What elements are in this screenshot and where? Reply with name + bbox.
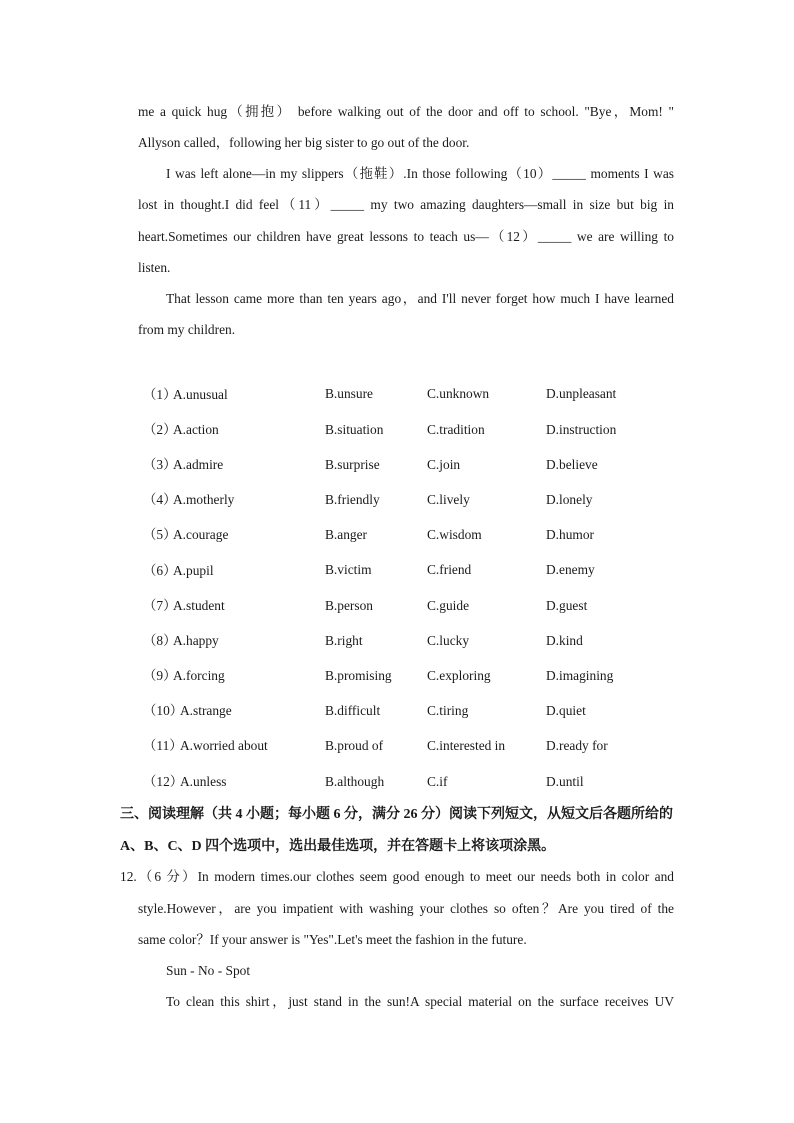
option-d: D.ready for [546,738,608,753]
option-b: B.situation [325,422,384,437]
option-c: C.exploring [427,668,491,683]
option-c: C.friend [427,562,472,577]
option-b: B.victim [325,562,372,577]
option-c: C.lively [427,492,470,507]
passage-line: heart.Sometimes our children have great lessons to teach us—（12）_____ we are willing to [138,229,674,244]
option-c: C.interested in [427,738,506,753]
option-d: D.guest [546,598,588,613]
section-heading: A、B、C、D 四个选项中，选出最佳选项，并在答题卡上将该项涂黑。 [120,839,556,854]
question-number: （1） [143,387,177,402]
passage-line: I was left alone—in my slippers（拖鞋）.In those following（10）_____ moments I was [166,166,674,181]
question-number: （4） [143,492,177,507]
passage-line: me a quick hug（拥抱） before walking out of the door and off to school. "Bye，Mom! " [138,104,674,119]
question-number: （2） [143,422,177,437]
option-b: B.surprise [325,457,380,472]
question-number: （9） [143,668,177,683]
option-c: C.unknown [427,386,490,401]
option-d: D.instruction [546,422,617,437]
question-number: （7） [143,598,177,613]
question-12-text: 12.（6 分）In modern times.our clothes seem good enough to meet our needs both in color and [120,869,674,884]
option-c: C.tradition [427,422,485,437]
option-a: A.pupil [173,563,214,578]
option-d: D.lonely [546,492,593,507]
option-c: C.tiring [427,703,469,718]
option-b: B.friendly [325,492,380,507]
option-c: C.guide [427,598,470,613]
option-c: C.join [427,457,461,472]
option-d: D.unpleasant [546,386,617,401]
question-number: （11） [143,738,183,753]
question-12-text: same color？If your answer is "Yes".Let's meet the fashion in the future. [138,932,527,947]
option-a: A.action [173,422,219,437]
option-b: B.promising [325,668,392,683]
option-a: A.courage [173,527,229,542]
passage-line: lost in thought.I did feel（11）_____ my two amazing daughters—small in size but big in [138,197,674,212]
question-number: （10） [143,703,184,718]
passage-line: That lesson came more than ten years ago，and I'll never forget how much I have learned [166,291,674,306]
option-a: A.unusual [173,387,228,402]
question-12-text: To clean this shirt，just stand in the sun!A special material on the surface receives UV [166,994,674,1009]
option-d: D.kind [546,633,583,648]
option-d: D.quiet [546,703,586,718]
option-b: B.unsure [325,386,373,401]
question-number: （3） [143,457,177,472]
option-c: C.if [427,774,448,789]
option-d: D.until [546,774,584,789]
question-number: （6） [143,563,177,578]
option-a: A.happy [173,633,219,648]
question-number: （8） [143,633,177,648]
option-a: A.motherly [173,492,235,507]
option-d: D.enemy [546,562,595,577]
section-heading: 三、阅读理解（共 4 小题；每小题 6 分，满分 26 分）阅读下列短文，从短文后各题所给的 [120,807,673,822]
option-a: A.admire [173,457,224,472]
option-a: A.student [173,598,225,613]
option-b: B.person [325,598,373,613]
option-d: D.believe [546,457,598,472]
option-b: B.right [325,633,363,648]
option-c: C.lucky [427,633,470,648]
option-b: B.anger [325,527,368,542]
option-a: A.worried about [180,738,268,753]
option-a: A.strange [180,703,232,718]
article-subtitle: Sun - No - Spot [166,963,251,978]
option-d: D.imagining [546,668,614,683]
question-number: （12） [143,774,184,789]
passage-line: listen. [138,260,171,275]
option-c: C.wisdom [427,527,482,542]
question-number: （5） [143,527,177,542]
option-b: B.although [325,774,385,789]
option-b: B.proud of [325,738,384,753]
option-b: B.difficult [325,703,381,718]
option-a: A.unless [180,774,227,789]
passage-line: from my children. [138,322,236,337]
option-a: A.forcing [173,668,225,683]
passage-line: Allyson called，following her big sister to go out of the door. [138,135,470,150]
option-d: D.humor [546,527,594,542]
question-12-text: style.However，are you impatient with washing your clothes so often？Are you tired of the [138,901,674,916]
